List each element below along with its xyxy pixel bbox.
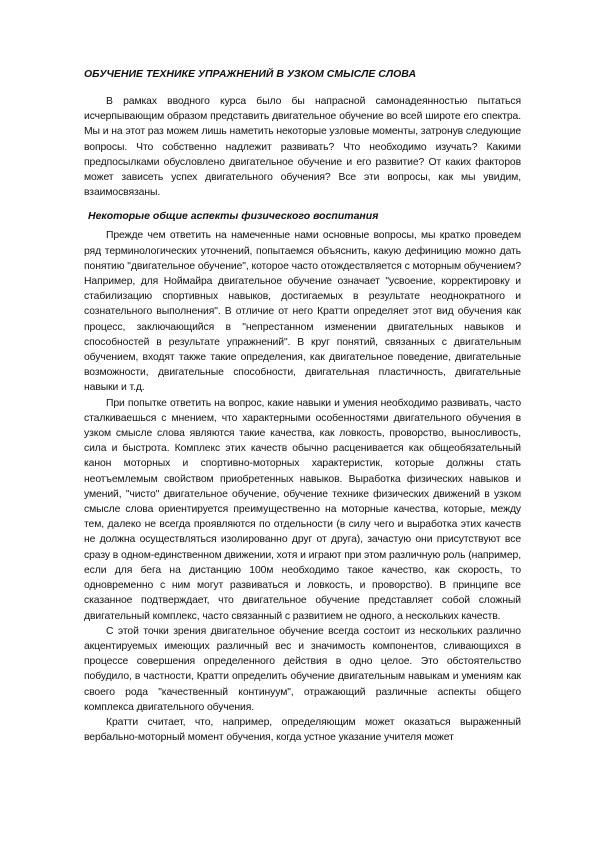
intro-paragraph: В рамках вводного курса было бы напрасной самонадеянностью пытаться исчерпывающим образом представить двигательное обучение во всей широте его спектра. Мы и на этот раз можем лишь наметить некоторые узловые моменты, затронув следующие вопросы. Что собственно надлежит развивать? Что необходимо изучать? Какими предпосылками обусловлено двигательное обучение и его развитие? От каких факторов может зависеть успех двигательного обучения? Все эти вопросы, как мы увидим, взаимосвязаны. bbox=[84, 96, 521, 199]
body-paragraph-3: С этой точки зрения двигательное обучение всегда состоит из нескольких различно акцентируемых имеющих различный вес и значимость компонентов, сливающихся в процессе совершения определенного действия в одно целое. Это обстоятельство побудило, в частности, Кратти определить обучение двигательным навыкам и умениям как своего рода "качественный континуум", отражающий различные аспекты общего комплекса двигательного обучения. bbox=[84, 625, 521, 713]
body-paragraph-4: Кратти считает, что, например, определяющим может оказаться выраженный вербально-моторный момент обучения, когда устное указание учителя может bbox=[84, 716, 521, 744]
document-page bbox=[84, 68, 521, 745]
body-paragraph-2: При попытке ответить на вопрос, какие навыки и умения необходимо развивать, часто сталкиваешься с мнением, что характерными особенностями двигательного обучения в узком смысле слова являются такие качества, как ловкость, проворство, выносливость, сила и быстрота. Комплекс этих качеств обычно расценивается как общеобязательный канон моторных и спортивно-моторных характеристик, которые должны стать неотъемлемым свойством приобретенных навыков. Выработка физических навыков и умений, "чисто" двигательное обучение, обучение технике физических движений в узком смысле слова ориентируется преимущественно на моторные качества, которые, между тем, далеко не всегда проявляются по отдельности (в силу чего и выработка этих качеств не должна осуществляться изолированно друг от друга), зачастую они присутствуют все сразу в одном-единственном движении, хотя и играют при этом различную роль (например, если для бега на дистанцию 100м необходимо такое качество, как скорость, то одновременно с ним могут развиваться и ловкость, и проворство). В принципе все сказанное подтверждает, что двигательное обучение представляет собой сложный двигательный комплекс, часто связанный с развитием не одного, а нескольких качеств. bbox=[84, 397, 521, 622]
body-paragraph-1: Прежде чем ответить на намеченные нами основные вопросы, мы кратко проведем ряд терминологических уточнений, попытаемся объяснить, какую дефиницию можно дать понятию "двигательное обучение", которое часто отождествляется с моторным обучением? Например, для Ноймайра двигательное обучение означает "усвоение, корректировку и стабилизацию спортивных навыков, достигаемых в результате неоднократного и сознательного выполнения". В отличие от него Кратти определяет этот вид обучения как процесс, заключающийся в "непрестанном изменении двигательных навыков и способностей в результате упражнений". В круг понятий, связанных с двигательным обучением, входят также такие определения, как двигательное поведение, двигательные возможности, двигательные способности, двигательная пластичность, двигательные навыки и т.д. bbox=[84, 230, 521, 394]
section-title: Некоторые общие аспекты физического воспитания bbox=[88, 210, 379, 223]
document-title: ОБУЧЕНИЕ ТЕХНИКЕ УПРАЖНЕНИЙ В УЗКОМ СМЫСЛЕ СЛОВА bbox=[84, 68, 417, 80]
